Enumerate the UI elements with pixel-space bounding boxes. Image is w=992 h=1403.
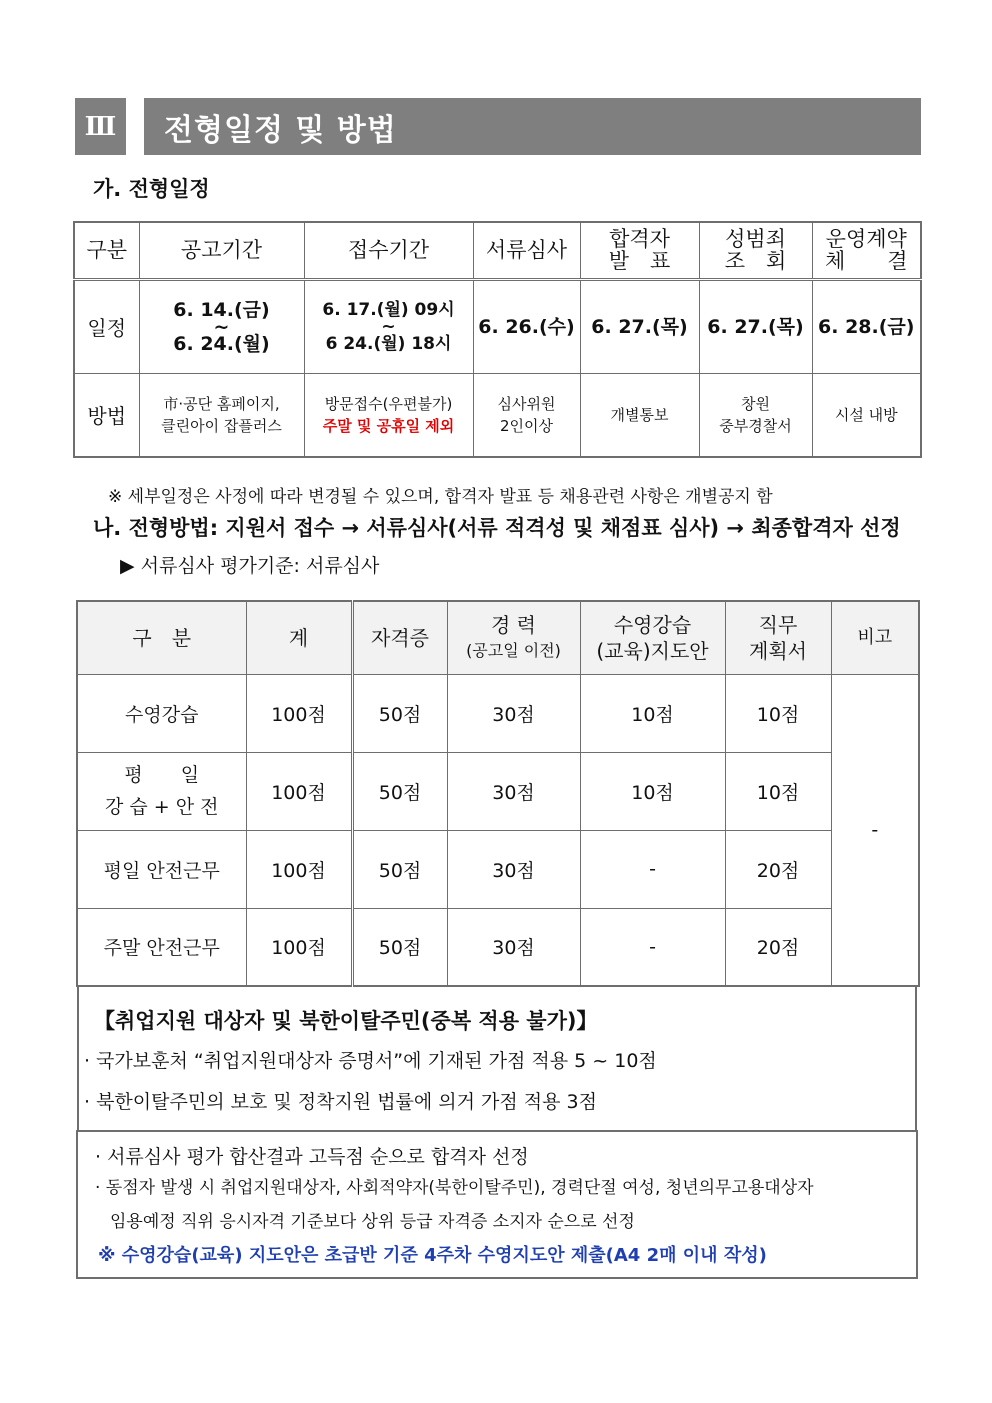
- review-method: [473, 373, 580, 457]
- bonus-line-defectors: · 북한이탈주민의 보호 및 정착지원 법률에 의거 가점 적용 3점: [84, 1091, 597, 1113]
- eval-header-career-sub: (공고일 이전): [466, 640, 561, 660]
- eval-header-remarks: 비고: [831, 601, 919, 674]
- crime-method-line2: 중부경찰서: [719, 416, 792, 435]
- table-row: [77, 908, 919, 986]
- criteria-label: ▶ 서류심사 평가기준: 서류심사: [120, 555, 380, 577]
- eval-career: 30점: [447, 830, 580, 908]
- eval-category: 주말 안전근무: [77, 908, 246, 986]
- result-date: 6. 27.(목): [580, 279, 699, 373]
- announce-end: 6. 24.(월): [173, 332, 270, 355]
- eval-category-line1: 평 일: [124, 764, 200, 786]
- eval-duty: 10점: [725, 674, 831, 752]
- eval-total: 100점: [246, 908, 352, 986]
- eval-category: 평일 안전근무: [77, 830, 246, 908]
- eval-category: [77, 752, 246, 830]
- eval-category-line2: 강 습 + 안 전: [105, 796, 219, 818]
- review-method-line2: 2인이상: [499, 416, 553, 435]
- final-line-tiebreak: · 동점자 발생 시 취업지원대상자, 사회적약자(북한이탈주민), 경력단절 여성, 청년의무고용대상자: [95, 1178, 814, 1198]
- section-number: Ⅲ: [75, 98, 126, 155]
- eval-header-license: 자격증: [352, 601, 447, 674]
- eval-career: 30점: [447, 674, 580, 752]
- announce-start: 6. 14.(금): [173, 298, 270, 321]
- result-method: 개별통보: [580, 373, 699, 457]
- final-line-tiebreak-cont: 임용예정 직위 응시자격 기준보다 상위 등급 자격증 소지자 순으로 선정: [110, 1212, 635, 1232]
- eval-header-category: 구 분: [77, 601, 246, 674]
- schedule-footnote: ※ 세부일정은 사정에 따라 변경될 수 있으며, 합격자 발표 등 채용관련 사항은 개별공지 함: [108, 487, 773, 507]
- bonus-line-veterans: · 국가보훈처 “취업지원대상자 증명서”에 기재된 가점 적용 5 ~ 10점: [84, 1050, 657, 1072]
- eval-duty: 20점: [725, 830, 831, 908]
- receipt-tilde: ~: [381, 316, 396, 337]
- eval-header-career: [447, 601, 580, 674]
- eval-header-plan: [580, 601, 725, 674]
- eval-total: 100점: [246, 830, 352, 908]
- eval-category: 수영강습: [77, 674, 246, 752]
- receipt-start: 6. 17.(월) 09시: [322, 299, 455, 320]
- eval-plan: -: [580, 830, 725, 908]
- eval-plan: 10점: [580, 752, 725, 830]
- final-line-selection: · 서류심사 평가 합산결과 고득점 순으로 합격자 선정: [95, 1146, 529, 1168]
- receipt-method-line1: 방문접수(우편불가): [324, 394, 453, 413]
- header-category: 구분: [74, 222, 139, 279]
- header-receipt: 접수기간: [304, 222, 473, 279]
- schedule-method-row: [74, 373, 921, 457]
- crime-check-method: [699, 373, 812, 457]
- eval-header-duty-line1: 직무: [758, 612, 798, 637]
- table-row: [77, 830, 919, 908]
- crime-method-line1: 창원: [741, 394, 770, 413]
- header-announce: 공고기간: [139, 222, 304, 279]
- contract-method: 시설 내방: [812, 373, 921, 457]
- schedule-heading: 가. 전형일정: [93, 177, 210, 201]
- table-row: [77, 674, 919, 752]
- eval-license: 50점: [352, 830, 447, 908]
- header-contract: 운영계약 체 결: [812, 222, 921, 279]
- eval-header-career-main: 경 력: [491, 612, 536, 637]
- announce-tilde: ~: [213, 315, 230, 338]
- header-result: 합격자 발 표: [580, 222, 699, 279]
- announce-method: [139, 373, 304, 457]
- eval-license: 50점: [352, 908, 447, 986]
- review-method-line1: 심사위원: [497, 394, 556, 413]
- receipt-method: [304, 373, 473, 457]
- method-heading: 나. 전형방법: 지원서 접수 → 서류심사(서류 적격성 및 채점표 심사) → 최종합격자 선정: [93, 516, 901, 540]
- schedule-date-row: [74, 279, 921, 373]
- receipt-method-line2: 주말 및 공휴일 제외: [322, 416, 455, 435]
- receipt-end: 6 24.(월) 18시: [325, 333, 452, 354]
- eval-plan: 10점: [580, 674, 725, 752]
- crime-check-date: 6. 27.(목): [699, 279, 812, 373]
- row-label-method: 방법: [74, 373, 139, 457]
- eval-career: 30점: [447, 752, 580, 830]
- evaluation-table: [76, 600, 920, 987]
- eval-duty: 10점: [725, 752, 831, 830]
- table-row: [77, 752, 919, 830]
- eval-header-duty-line2: 계획서: [749, 638, 807, 663]
- bonus-title: 【취업지원 대상자 및 북한이탈주민(중복 적용 불가)】: [94, 1009, 598, 1033]
- announce-method-line1: 市·공단 홈페이지,: [163, 394, 280, 413]
- eval-header-plan-line2: (교육)지도안: [596, 638, 709, 663]
- eval-license: 50점: [352, 674, 447, 752]
- row-label-schedule: 일정: [74, 279, 139, 373]
- header-review: 서류심사: [473, 222, 580, 279]
- eval-header-total: 계: [246, 601, 352, 674]
- announce-method-line2: 클린아이 잡플러스: [161, 416, 282, 435]
- section-title: 전형일정 및 방법: [144, 98, 921, 155]
- eval-header-plan-line1: 수영강습: [613, 612, 692, 637]
- eval-total: 100점: [246, 674, 352, 752]
- eval-plan: -: [580, 908, 725, 986]
- eval-career: 30점: [447, 908, 580, 986]
- final-line-lesson-plan-note: ※ 수영강습(교육) 지도안은 초급반 기준 4주차 수영지도안 제출(A4 2매 이내 작성): [98, 1245, 767, 1266]
- eval-header-duty: [725, 601, 831, 674]
- header-crime-check: 성범죄 조 회: [699, 222, 812, 279]
- eval-duty: 20점: [725, 908, 831, 986]
- receipt-period: [304, 279, 473, 373]
- contract-date: 6. 28.(금): [812, 279, 921, 373]
- eval-remarks: -: [831, 674, 919, 986]
- review-date: 6. 26.(수): [473, 279, 580, 373]
- evaluation-header-row: [77, 601, 919, 674]
- eval-total: 100점: [246, 752, 352, 830]
- schedule-table: [73, 221, 922, 458]
- eval-license: 50점: [352, 752, 447, 830]
- announce-period: [139, 279, 304, 373]
- schedule-header-row: [74, 222, 921, 279]
